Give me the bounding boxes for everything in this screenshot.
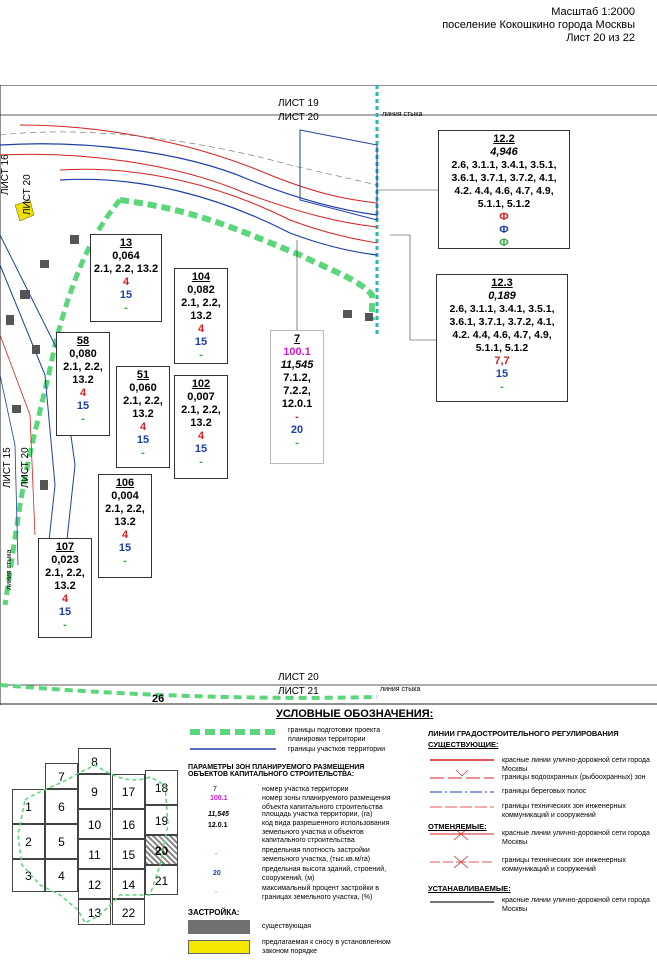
code-line: 2.6, 3.1.1, 3.4.1, 3.5.1, xyxy=(451,159,557,171)
zone-number: 106 xyxy=(115,477,135,489)
sheet-19-label: ЛИСТ 19 xyxy=(278,98,319,109)
zone-area: 0,064 xyxy=(112,250,140,262)
existing-line-1: границы водоохранных (рыбоохранных) зон xyxy=(502,774,646,781)
key-cell: 3 xyxy=(12,859,45,892)
param-value: - xyxy=(215,851,218,858)
zone-number: 12.3 xyxy=(491,277,513,289)
zone-area: 11,545 xyxy=(280,359,314,371)
key-cell: 11 xyxy=(78,839,111,869)
zone-density: Ф xyxy=(499,211,509,223)
key-cell: 14 xyxy=(112,869,145,899)
param-value: 20 xyxy=(213,870,221,877)
zone-box-106 xyxy=(98,474,152,578)
existing-line-0: красные линии улично-дорожной сети города Москвы xyxy=(502,757,650,773)
zone-area: 0,004 xyxy=(111,490,139,502)
zone-height: 15 xyxy=(136,434,150,446)
zone-box-12-3 xyxy=(436,274,568,402)
sheet-20-bottom-label: ЛИСТ 20 xyxy=(278,672,319,683)
key-cell: 13 xyxy=(78,899,111,925)
code-line: 7.2.2, xyxy=(283,385,311,397)
zone-box-102 xyxy=(174,375,228,479)
code-line: 5.1.1, 5.1.2 xyxy=(475,342,529,354)
key-cell: 6 xyxy=(45,789,78,824)
legend-boundary-plots: границы участков территории xyxy=(288,746,385,753)
code-line: 13.2 xyxy=(54,580,76,592)
zone-density: 4 xyxy=(139,421,147,433)
zone-density: 4 xyxy=(122,276,130,288)
zone-percent: - xyxy=(123,555,127,567)
seam-top-label: линия стыка xyxy=(382,111,423,118)
code-line: 4.2. 4.4, 4.6, 4.7, 4.9, xyxy=(452,329,552,341)
legend-existing-title: СУЩЕСТВУЮЩИЕ: xyxy=(428,740,499,749)
cancelled-line-1: границы технических зон инженерных коммуникаций и сооружений xyxy=(502,857,626,873)
zone-box-104 xyxy=(174,268,228,364)
param-value: 11,545 xyxy=(208,811,229,818)
sheet-16-label: ЛИСТ 16 xyxy=(0,154,11,195)
zone-box-12-2 xyxy=(438,130,570,249)
sheet-key-map xyxy=(0,745,185,930)
code-line: 2.1, 2.2, xyxy=(105,503,145,515)
sheet-20-left2-label: ЛИСТ 20 xyxy=(20,447,31,488)
code-line: 2.6, 3.1.1, 3.4.1, 3.5.1, xyxy=(449,303,555,315)
zone-number: 12.2 xyxy=(493,133,515,145)
code-line: 3.6.1, 3.7.1, 3.7.2, 4.1, xyxy=(449,316,555,328)
zone-density: 7,7 xyxy=(494,355,510,367)
code-line: 13.2 xyxy=(132,408,154,420)
zone-box-13 xyxy=(90,234,162,322)
param-text: предельная высота зданий, строений, сооружений, (м) xyxy=(262,866,387,882)
key-cell: 15 xyxy=(112,839,145,869)
sheet-20-top-label: ЛИСТ 20 xyxy=(278,112,319,123)
zone-percent: - xyxy=(81,413,85,425)
legend-symbols xyxy=(188,726,280,756)
zone-box-7 xyxy=(270,330,324,464)
zone-height: 15 xyxy=(76,400,90,412)
legend-title: УСЛОВНЫЕ ОБОЗНАЧЕНИЯ: xyxy=(276,708,434,720)
legend-build-title: ЗАСТРОЙКА: xyxy=(188,908,240,917)
legend-established-title: УСТАНАВЛИВАЕМЫЕ: xyxy=(428,884,511,893)
key-cell: 4 xyxy=(45,859,78,892)
zone-percent: - xyxy=(199,456,203,468)
key-cell: 12 xyxy=(78,869,111,899)
param-text: код вида разрешенного использования земельного участка и объектов капитального строительства xyxy=(262,820,390,844)
zone-box-58 xyxy=(56,332,110,436)
code-line: 2.1, 2.2, xyxy=(123,395,163,407)
key-cell: 18 xyxy=(145,770,178,805)
zone-codes xyxy=(437,303,567,355)
legend-line-symbols xyxy=(428,752,496,927)
param-text: предельная плотность застройки земельного участка, (тыс.кв.м/га) xyxy=(262,847,371,863)
code-line: 13.2 xyxy=(114,516,136,528)
zone-area: 0,080 xyxy=(69,348,97,360)
code-line: 2.1, 2.2, xyxy=(45,567,85,579)
code-line: 4.2. 4.4, 4.6, 4.7, 4.9, xyxy=(454,185,554,197)
key-cell: 16 xyxy=(112,809,145,839)
map-header xyxy=(442,6,635,45)
legend-lines-title: ЛИНИИ ГРАДОСТРОИТЕЛЬНОГО РЕГУЛИРОВАНИЯ xyxy=(428,729,619,738)
zone-area: 0,023 xyxy=(51,554,79,566)
scale-label: Масштаб 1:2000 xyxy=(551,6,635,18)
seam-bottom-label: линия стыка xyxy=(380,686,421,693)
zone-percent: - xyxy=(124,302,128,314)
zone-height: 15 xyxy=(119,289,133,301)
zone-area: 0,007 xyxy=(187,391,215,403)
zone-percent: - xyxy=(199,349,203,361)
zone-density: 4 xyxy=(79,387,87,399)
zone-number: 102 xyxy=(191,378,211,390)
code-line: 12.0.1 xyxy=(281,398,313,410)
zone-id: 100.1 xyxy=(283,346,311,358)
key-cell: 8 xyxy=(78,748,111,774)
cut-zone-label: 26 xyxy=(152,693,165,705)
param-text: номер зоны планируемого размещения объекта капитального строительства xyxy=(262,795,391,811)
zone-number: 51 xyxy=(136,369,150,381)
key-cell: 17 xyxy=(112,774,145,809)
legend-build-existing: существующая xyxy=(262,923,312,930)
zone-area: 0,060 xyxy=(129,382,157,394)
established-line-0: красные линии улично-дорожной сети города Москвы xyxy=(502,897,650,913)
zone-percent: - xyxy=(63,619,67,631)
existing-building-swatch xyxy=(188,920,250,934)
zone-area: 4,946 xyxy=(490,146,518,158)
key-cell: 22 xyxy=(112,899,145,925)
zone-number: 58 xyxy=(76,335,90,347)
key-cell: 9 xyxy=(78,774,111,809)
zone-percent: - xyxy=(500,381,504,393)
zone-density: - xyxy=(295,411,299,423)
zone-percent: Ф xyxy=(499,237,509,249)
zone-number: 13 xyxy=(119,237,133,249)
sheet-15-label: ЛИСТ 15 xyxy=(2,447,13,488)
zone-density: 4 xyxy=(61,593,69,605)
zone-height: 15 xyxy=(194,336,208,348)
legend-cancelled-title: ОТМЕНЯЕМЫЕ: xyxy=(428,822,487,831)
key-cell: 10 xyxy=(78,809,111,839)
key-cell-current: 20 xyxy=(145,835,178,865)
zone-box-51 xyxy=(116,366,170,468)
zone-area: 0,082 xyxy=(187,284,215,296)
settlement-label: поселение Кокошкино города Москвы xyxy=(442,19,635,31)
param-value: - xyxy=(215,889,218,896)
existing-line-2: границы береговых полос xyxy=(502,788,587,795)
legend-params-title: ПАРАМЕТРЫ ЗОН ПЛАНИРУЕМОГО РАЗМЕЩЕНИЯ ОБЪЕКТОВ КАПИТАЛЬНОГО СТРОИТЕЛЬСТВА: xyxy=(188,764,365,778)
param-text: площадь участка территории, (га) xyxy=(262,811,373,818)
seam-left-label: линия стыка xyxy=(6,549,13,590)
code-line: 2.1, 2.2, xyxy=(181,404,221,416)
key-cell: 5 xyxy=(45,824,78,859)
code-line: 13.2 xyxy=(190,310,212,322)
code-line: 5.1.1, 5.1.2 xyxy=(477,198,531,210)
zone-height: Ф xyxy=(499,224,509,236)
sheet-21-label: ЛИСТ 21 xyxy=(278,686,319,697)
demolish-building-swatch xyxy=(188,940,250,954)
key-cell: 21 xyxy=(145,865,178,895)
zone-density: 4 xyxy=(197,323,205,335)
code-line: 3.6.1, 3.7.1, 3.7.2, 4.1, xyxy=(451,172,557,184)
zone-height: 15 xyxy=(495,368,509,380)
param-text: номер участка территории xyxy=(262,786,349,793)
zone-percent: - xyxy=(295,437,299,449)
code-line: 2.1, 2.2, xyxy=(63,361,103,373)
sheet-number-label: Лист 20 из 22 xyxy=(566,32,635,44)
param-value: 7 xyxy=(213,786,217,793)
key-cell: 2 xyxy=(12,824,45,859)
param-text: максимальный процент застройки в границах земельного участка, (%) xyxy=(262,885,380,901)
zone-height: 15 xyxy=(118,542,132,554)
param-value: 12.0.1 xyxy=(208,822,228,829)
code-line: 13.2 xyxy=(72,374,94,386)
zone-number: 107 xyxy=(55,541,75,553)
legend-build-demolish: предлагаемая к сносу в установленном законом порядке xyxy=(262,939,391,955)
code-line: 2.1, 2.2, xyxy=(181,297,221,309)
sheet-20-left-label: ЛИСТ 20 xyxy=(22,174,33,215)
code-line: 2.1, 2.2, 13.2 xyxy=(93,263,159,275)
zone-number: 104 xyxy=(191,271,211,283)
zone-number: 7 xyxy=(293,333,301,345)
existing-line-3: границы технических зон инженерных коммуникаций и сооружений xyxy=(502,803,626,819)
zone-codes xyxy=(439,159,569,211)
zone-percent: - xyxy=(141,447,145,459)
key-cell: 1 xyxy=(12,789,45,824)
zone-density: 4 xyxy=(197,430,205,442)
key-cell: 19 xyxy=(145,805,178,835)
key-map-boundary xyxy=(0,745,185,930)
zone-height: 20 xyxy=(290,424,304,436)
zone-box-107 xyxy=(38,538,92,638)
zone-height: 15 xyxy=(194,443,208,455)
cancelled-line-0: красные линии улично-дорожной сети города Москвы xyxy=(502,830,650,846)
param-value: 100.1 xyxy=(210,795,228,802)
code-line: 7.1.2, xyxy=(283,372,311,384)
code-line: 13.2 xyxy=(190,417,212,429)
zone-density: 4 xyxy=(121,529,129,541)
zone-area: 0,189 xyxy=(488,290,516,302)
key-cell: 7 xyxy=(45,763,78,789)
legend-boundary-prep: границы подготовки проекта планировки территории xyxy=(288,727,381,743)
zone-height: 15 xyxy=(58,606,72,618)
